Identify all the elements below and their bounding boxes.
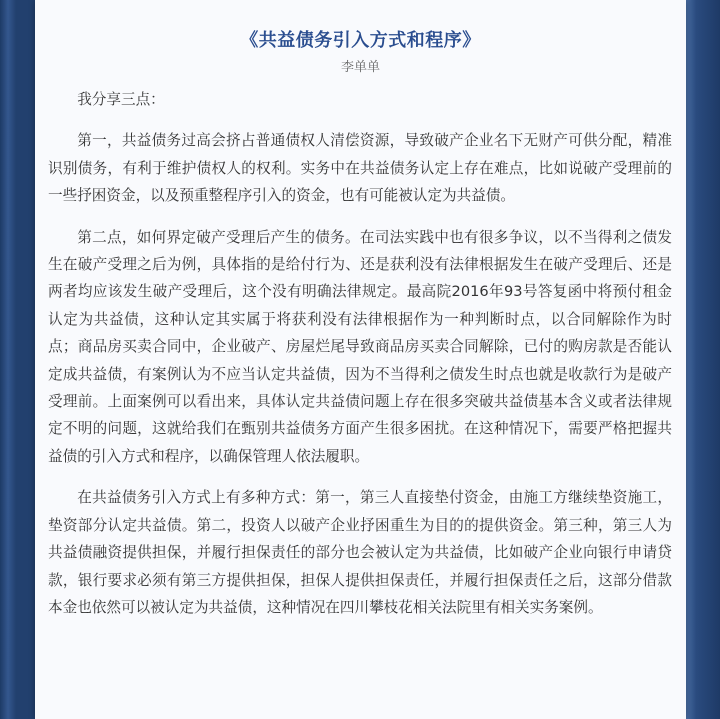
paragraph-first-point: 第一，共益债务过高会挤占普通债权人清偿资源，导致破产企业名下无财产可供分配，精准识别债务，有利于维护债权人的权利。实务中在共益债务认定上存在难点，比如说破产受理前的一些抒困资金，以及预重整程序引入的资金，也有可能被认定为共益债。	[48, 132, 672, 205]
article-author: 李单单	[340, 60, 380, 75]
article-body	[48, 86, 672, 635]
paragraph-intro: 我分享三点：	[77, 91, 165, 108]
article-title: 《共益债务引入方式和程序》	[240, 30, 481, 51]
background-frame-right	[686, 0, 720, 719]
article-page	[35, 0, 686, 719]
paragraph-introduction-methods: 在共益债务引入方式上有多种方式：第一，第三人直接垫付资金，由施工方继续垫资施工，垫资部分认定共益债。第二，投资人以破产企业抒困重生为目的的提供资金。第三种，第三人为共益债融资提供担保，并履行担保责任的部分也会被认定为共益债，比如破产企业向银行申请贷款，银行要求必须有第三方提供担保，担保人提供担保责任，并履行担保责任之后，这部分借款本金也依然可以被认定为共益债，这种情况在四川攀枝花相关法院里有相关实务案例。	[48, 489, 672, 616]
paragraph-second-point: 第二点，如何界定破产受理后产生的债务。在司法实践中也有很多争议，以不当得利之债发生在破产受理之后为例，具体指的是给付行为、还是获利没有法律根据发生在破产受理后、还是两者均应该发生破产受理后，这个没有明确法律规定。最高院2016年93号答复函中将预付租金认定为共益债，这种认定其实属于将获利没有法律根据作为一种判断时点，以合同解除作为时点；商品房买卖合同中，企业破产、房屋烂尾导致商品房买卖合同解除，已付的购房款是否能认定成共益债，有案例认为不应当认定共益债，因为不当得利之债发生时点也就是收款行为是破产受理前。上面案例可以看出来，具体认定共益债问题上存在很多突破共益债基本含义或者法律规定不明的问题，这就给我们在甄别共益债务方面产生很多困扰。在这种情况下，需要严格把握共益债的引入方式和程序，以确保管理人依法履职。	[48, 228, 672, 465]
